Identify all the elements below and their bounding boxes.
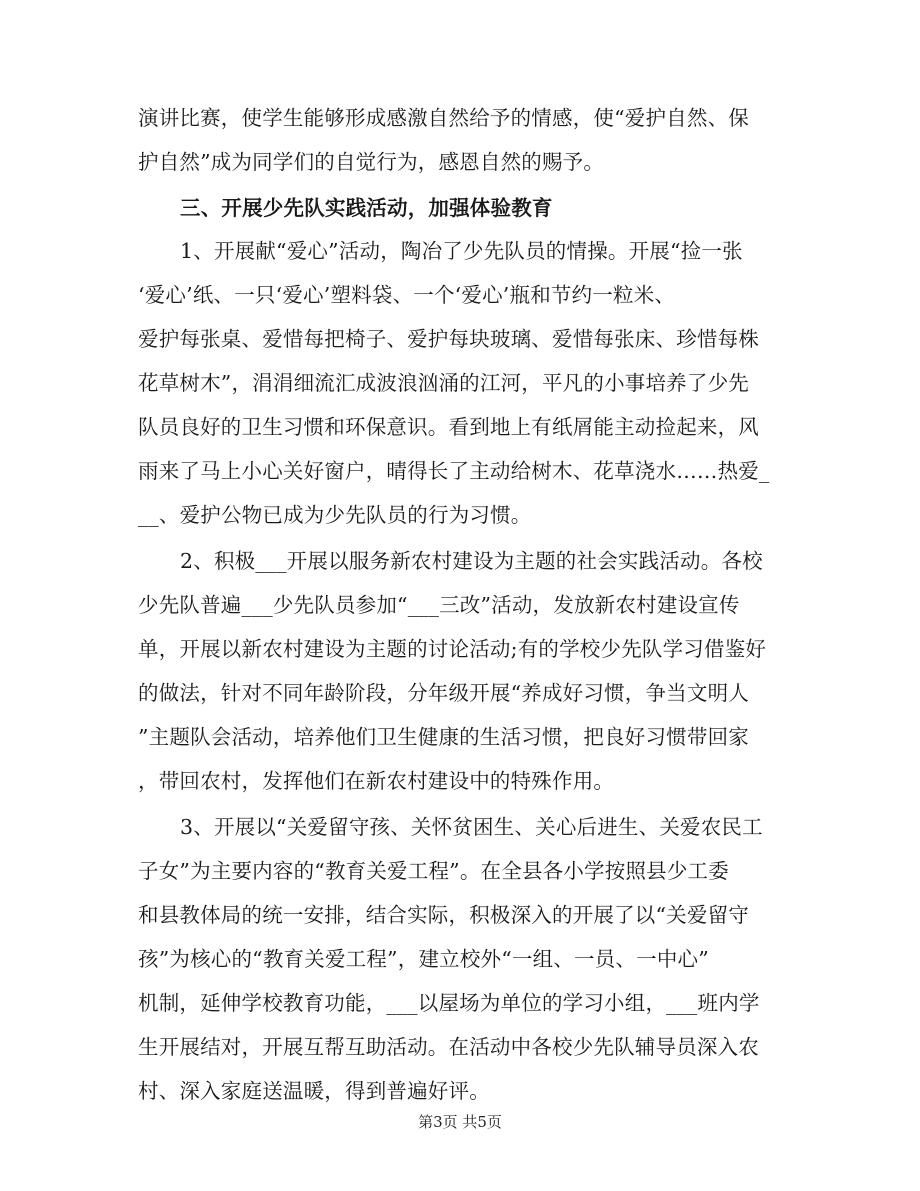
paragraph-line: 护自然”成为同学们的自觉行为，感恩自然的赐予。 [138, 150, 605, 174]
paragraph-line: 爱护每张桌、爱惜每把椅子、爱护每块玻璃、爱惜每张床、珍惜每株 [138, 327, 759, 351]
paragraph-line: 花草树木”，涓涓细流汇成波浪汹涌的江河，平凡的小事培养了少先 [138, 371, 749, 395]
paragraph-line: 的做法，针对不同年龄阶段，分年级开展“养成好习惯，争当文明人 [138, 681, 749, 705]
paragraph-line: 单，开展以新农村建设为主题的讨论活动;有的学校少先队学习借鉴好 [138, 637, 767, 661]
paragraph-line: ‘爱心’纸、一只‘爱心’塑料袋、一个‘爱心’瓶和节约一粒米、 [138, 283, 676, 307]
paragraph-line: ”主题队会活动，培养他们卫生健康的生活习惯，把良好习惯带回家 [138, 725, 749, 749]
paragraph-line: 生开展结对，开展互帮互助活动。在活动中各校少先队辅导员深入农 [138, 1035, 759, 1059]
section-heading: 三、开展少先队实践活动，加强体验教育 [180, 196, 553, 220]
paragraph-line: 少先队普遍___少先队员参加“___三改”活动，发放新农村建设宣传 [138, 593, 740, 617]
paragraph-line: 2、积极___开展以服务新农村建设为主题的社会实践活动。各校 [180, 549, 763, 573]
paragraph-line: 1、开展献“爱心”活动，陶冶了少先队员的情操。开展“捡一张 [180, 239, 743, 263]
paragraph-line: __、爱护公物已成为少先队员的行为习惯。 [138, 503, 532, 527]
paragraph-line: 孩”为核心的“教育关爱工程”，建立校外“一组、一员、一中心” [138, 947, 709, 971]
paragraph-line: 雨来了马上小心关好窗户，晴得长了主动给树木、花草浇水……热爱_ [138, 459, 770, 483]
paragraph-line: 和县教体局的统一安排，结合实际，积极深入的开展了以“关爱留守 [138, 903, 749, 927]
page-number: 第3页 共5页 [418, 1113, 502, 1131]
paragraph-line: 演讲比赛，使学生能够形成感激自然给予的情感，使“爱护自然、保 [138, 106, 749, 130]
paragraph-line: 队员良好的卫生习惯和环保意识。看到地上有纸屑能主动捡起来，风 [138, 415, 759, 439]
paragraph-line: ，带回农村，发挥他们在新农村建设中的特殊作用。 [138, 769, 615, 793]
paragraph-line: 3、开展以“关爱留守孩、关怀贫困生、关心后进生、关爱农民工 [180, 815, 763, 839]
paragraph-line: 机制，延伸学校教育功能，___以屋场为单位的学习小组，___班内学 [138, 991, 760, 1015]
paragraph-line: 子女”为主要内容的“教育关爱工程”。在全县各小学按照县少工委 [138, 859, 729, 883]
paragraph-line: 村、深入家庭送温暖，得到普遍好评。 [138, 1079, 490, 1103]
